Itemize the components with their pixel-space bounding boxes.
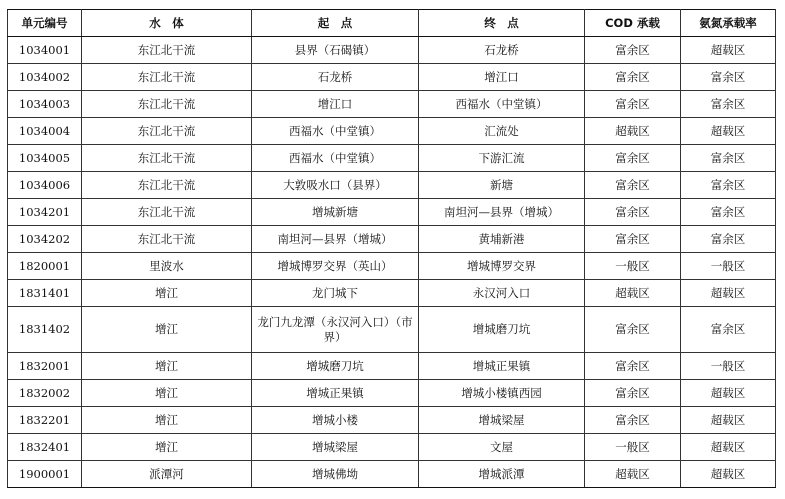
cell-ammonia-capacity: 一般区 — [681, 253, 776, 280]
cell-unit-id: 1034005 — [8, 145, 82, 172]
cell-unit-id: 1831401 — [8, 280, 82, 307]
cell-ammonia-capacity: 富余区 — [681, 64, 776, 91]
cell-end-point: 南坦河—县界（增城） — [419, 199, 585, 226]
cell-start-point: 增城梁屋 — [252, 434, 419, 461]
table-row — [8, 280, 776, 307]
cell-cod-capacity: 超载区 — [585, 118, 681, 145]
cell-start-point: 增城佛坳 — [252, 461, 419, 488]
cell-start-point: 增城博罗交界（英山） — [252, 253, 419, 280]
cell-water-body: 增江 — [82, 380, 252, 407]
cell-end-point: 增城磨刀坑 — [419, 307, 585, 353]
header-water-body: 水 体 — [82, 10, 252, 37]
table-row — [8, 434, 776, 461]
header-row — [8, 10, 776, 37]
cell-end-point: 下游汇流 — [419, 145, 585, 172]
header-ammonia-capacity: 氨氮承载率 — [681, 10, 776, 37]
cell-water-body: 增江 — [82, 280, 252, 307]
data-table-container — [7, 9, 776, 488]
cell-unit-id: 1832001 — [8, 353, 82, 380]
table-row — [8, 253, 776, 280]
cell-water-body: 东江北干流 — [82, 91, 252, 118]
table-row — [8, 226, 776, 253]
cell-cod-capacity: 富余区 — [585, 145, 681, 172]
table-row — [8, 461, 776, 488]
table-body — [8, 37, 776, 488]
cell-end-point: 增城派潭 — [419, 461, 585, 488]
cell-cod-capacity: 富余区 — [585, 91, 681, 118]
cell-unit-id: 1034003 — [8, 91, 82, 118]
table-row — [8, 172, 776, 199]
cell-cod-capacity: 富余区 — [585, 226, 681, 253]
cell-cod-capacity: 富余区 — [585, 37, 681, 64]
cell-start-point: 南坦河—县界（增城） — [252, 226, 419, 253]
cell-start-point: 大敦吸水口（县界） — [252, 172, 419, 199]
cell-water-body: 增江 — [82, 307, 252, 353]
cell-cod-capacity: 富余区 — [585, 172, 681, 199]
cell-ammonia-capacity: 超载区 — [681, 118, 776, 145]
cell-end-point: 文屋 — [419, 434, 585, 461]
cell-ammonia-capacity: 富余区 — [681, 172, 776, 199]
cell-end-point: 增江口 — [419, 64, 585, 91]
header-end-point: 终 点 — [419, 10, 585, 37]
cell-cod-capacity: 超载区 — [585, 461, 681, 488]
cell-ammonia-capacity: 富余区 — [681, 91, 776, 118]
cell-cod-capacity: 富余区 — [585, 64, 681, 91]
cell-ammonia-capacity: 超载区 — [681, 380, 776, 407]
cell-water-body: 东江北干流 — [82, 226, 252, 253]
cell-start-point: 龙门城下 — [252, 280, 419, 307]
cell-cod-capacity: 一般区 — [585, 253, 681, 280]
cell-end-point: 增城小楼镇西园 — [419, 380, 585, 407]
cell-end-point: 增城梁屋 — [419, 407, 585, 434]
cell-unit-id: 1034004 — [8, 118, 82, 145]
cell-water-body: 东江北干流 — [82, 118, 252, 145]
cell-unit-id: 1034006 — [8, 172, 82, 199]
cell-end-point: 汇流处 — [419, 118, 585, 145]
cell-start-point: 增城正果镇 — [252, 380, 419, 407]
cell-cod-capacity: 富余区 — [585, 407, 681, 434]
cell-water-body: 东江北干流 — [82, 37, 252, 64]
cell-unit-id: 1034202 — [8, 226, 82, 253]
cell-unit-id: 1832401 — [8, 434, 82, 461]
cell-cod-capacity: 富余区 — [585, 380, 681, 407]
cell-water-body: 派潭河 — [82, 461, 252, 488]
cell-ammonia-capacity: 超载区 — [681, 407, 776, 434]
header-unit-id: 单元编号 — [8, 10, 82, 37]
cell-ammonia-capacity: 富余区 — [681, 307, 776, 353]
cell-start-point: 西福水（中堂镇） — [252, 118, 419, 145]
cell-end-point: 西福水（中堂镇） — [419, 91, 585, 118]
cell-cod-capacity: 超载区 — [585, 280, 681, 307]
cell-end-point: 黄埔新港 — [419, 226, 585, 253]
cell-water-body: 增江 — [82, 434, 252, 461]
cell-water-body: 东江北干流 — [82, 145, 252, 172]
cell-cod-capacity: 富余区 — [585, 199, 681, 226]
cell-end-point: 增城正果镇 — [419, 353, 585, 380]
cell-start-point: 增江口 — [252, 91, 419, 118]
table-header — [8, 10, 776, 37]
table-row — [8, 91, 776, 118]
cell-ammonia-capacity: 一般区 — [681, 353, 776, 380]
cell-water-body: 里波水 — [82, 253, 252, 280]
cell-ammonia-capacity: 富余区 — [681, 145, 776, 172]
table-row — [8, 199, 776, 226]
cell-water-body: 增江 — [82, 407, 252, 434]
cell-start-point: 县界（石碣镇） — [252, 37, 419, 64]
table-row — [8, 307, 776, 353]
table-row — [8, 353, 776, 380]
cell-water-body: 东江北干流 — [82, 199, 252, 226]
cell-start-point: 增城磨刀坑 — [252, 353, 419, 380]
cell-end-point: 增城博罗交界 — [419, 253, 585, 280]
cell-water-body: 东江北干流 — [82, 64, 252, 91]
header-start-point: 起 点 — [252, 10, 419, 37]
cell-unit-id: 1034001 — [8, 37, 82, 64]
table-row — [8, 37, 776, 64]
cell-unit-id: 1831402 — [8, 307, 82, 353]
cell-unit-id: 1820001 — [8, 253, 82, 280]
cell-start-point: 增城小楼 — [252, 407, 419, 434]
cell-unit-id: 1034002 — [8, 64, 82, 91]
table-row — [8, 64, 776, 91]
cell-cod-capacity: 富余区 — [585, 307, 681, 353]
table-row — [8, 118, 776, 145]
cell-start-point: 石龙桥 — [252, 64, 419, 91]
table-row — [8, 380, 776, 407]
table-row — [8, 407, 776, 434]
cell-unit-id: 1832002 — [8, 380, 82, 407]
cell-ammonia-capacity: 超载区 — [681, 280, 776, 307]
cell-end-point: 新塘 — [419, 172, 585, 199]
cell-unit-id: 1034201 — [8, 199, 82, 226]
cell-end-point: 石龙桥 — [419, 37, 585, 64]
cell-water-body: 东江北干流 — [82, 172, 252, 199]
cell-water-body: 增江 — [82, 353, 252, 380]
cell-end-point: 永汉河入口 — [419, 280, 585, 307]
cell-unit-id: 1832201 — [8, 407, 82, 434]
water-body-capacity-table — [7, 9, 776, 488]
cell-ammonia-capacity: 超载区 — [681, 37, 776, 64]
cell-start-point: 龙门九龙潭（永汉河入口）（市界） — [252, 307, 419, 353]
cell-ammonia-capacity: 超载区 — [681, 434, 776, 461]
table-row — [8, 145, 776, 172]
cell-ammonia-capacity: 超载区 — [681, 461, 776, 488]
cell-cod-capacity: 一般区 — [585, 434, 681, 461]
cell-ammonia-capacity: 富余区 — [681, 226, 776, 253]
cell-unit-id: 1900001 — [8, 461, 82, 488]
cell-ammonia-capacity: 富余区 — [681, 199, 776, 226]
cell-cod-capacity: 富余区 — [585, 353, 681, 380]
cell-start-point: 西福水（中堂镇） — [252, 145, 419, 172]
header-cod-capacity: COD 承载 — [585, 10, 681, 37]
cell-start-point: 增城新塘 — [252, 199, 419, 226]
